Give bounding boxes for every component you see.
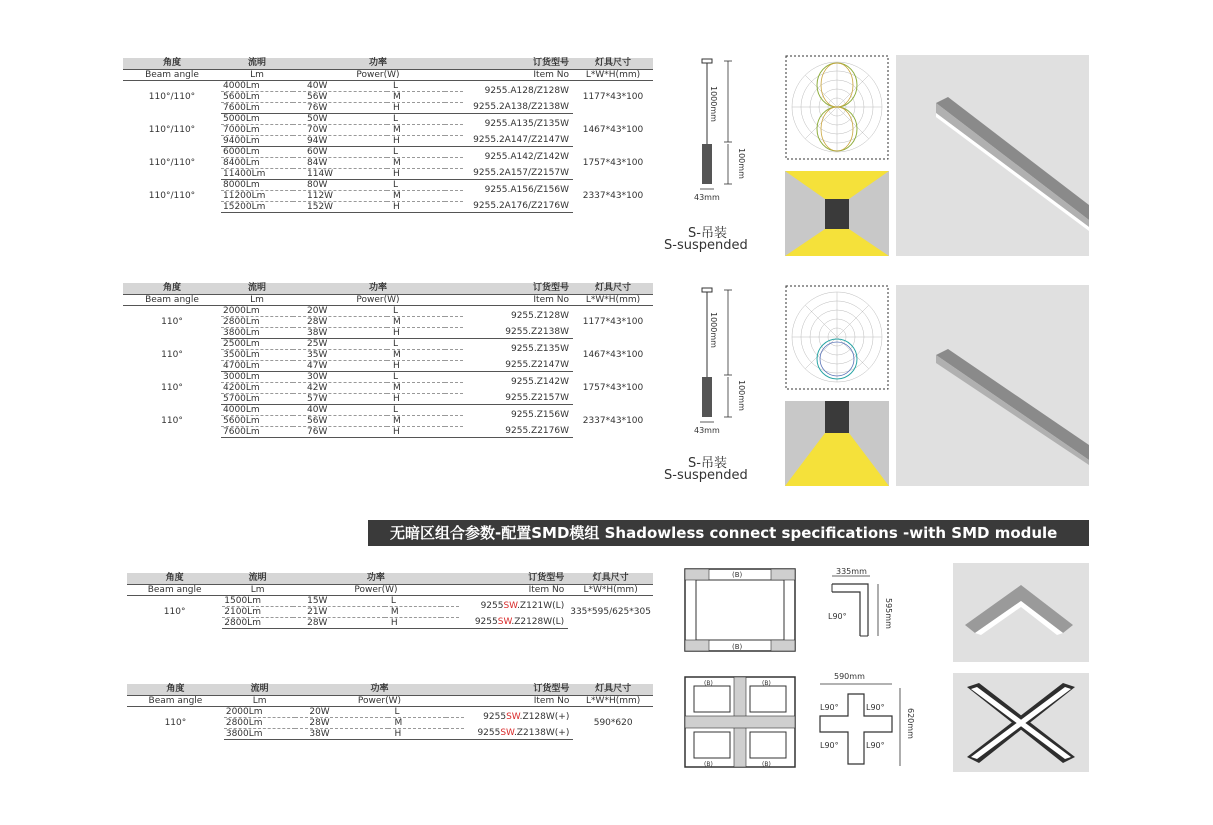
cell-lumen: 3800Lm [221,327,293,338]
cell-lumen: 11200Lm [221,190,293,201]
cell-size: 1467*43*100 [582,349,644,360]
cell-model-secondary [463,102,573,113]
subheader-lumen: Lm [221,294,293,305]
model-prefix: 9255 [474,617,498,628]
cell-level: L [387,305,445,316]
cell-lumen: 6000Lm [221,146,293,157]
cell-watt: 38W [295,728,388,739]
cell-watt: 20W [295,706,388,717]
cell-lumen: 11400Lm [221,168,293,179]
section-title: 无暗区组合参数-配置SMD模组 Shadowless connect specifications -with SMD module [390,524,1058,542]
cell-level: H [387,426,445,437]
cell-beam-angle: 110°/110° [148,157,196,168]
model-prefix: 9255. [510,377,537,388]
cell-level: M [387,190,445,201]
cell-model-secondary [463,135,573,146]
cell-watt: 25W [293,338,387,349]
cell-watt: 94W [293,135,387,146]
cell-level: M [387,349,445,360]
model-suffix: A135/Z135W [510,119,569,130]
caption-en-2: S-suspended [664,468,748,483]
cell-watt: 28W [295,717,388,728]
model-prefix: 9255. [510,344,537,355]
angle-label-l90-a: L90° [828,612,847,621]
model-suffix: 2A138/Z2138W [498,102,569,113]
cell-watt: 40W [293,80,387,91]
cell-lumen: 7000Lm [221,124,293,135]
cell-lumen: 5700Lm [221,393,293,404]
cell-model-primary [463,404,573,426]
cell-watt: 56W [293,415,387,426]
subheader-lumen: Lm [222,584,293,595]
cell-level: M [387,157,445,168]
model-suffix: .Z128W(+) [519,712,570,723]
cell-level: M [387,91,445,102]
cell-level: L [387,179,445,190]
subheader-power: Power(W) [295,695,463,706]
model-suffix: Z142W [536,377,569,388]
model-suffix: Z128W [536,311,569,322]
l-frame-layout-drawing [684,568,796,652]
subheader-size: L*W*H(mm) [568,584,653,595]
cell-model-secondary [463,168,573,179]
header-size: 灯具尺寸 [568,573,653,584]
cell-level: H [387,135,445,146]
model-suffix: A128/Z128W [510,86,569,97]
subheader-item: Item No [464,695,574,706]
cell-lumen: 4700Lm [221,360,293,371]
header-lumen: 流明 [222,573,293,584]
model-prefix: 9255. [484,119,511,130]
dim-label-1000: 1000mm [709,86,718,122]
subheader-power: Power(W) [293,294,463,305]
cell-model-secondary [463,201,573,212]
suspension-drawing-1 [680,56,780,206]
cell-watt: 114W [293,168,387,179]
cell-beam-angle: 110° [161,415,183,426]
cell-size: 1757*43*100 [582,382,644,393]
header-beam: 角度 [123,58,221,69]
cell-size: 2337*43*100 [582,415,644,426]
caption-en-1: S-suspended [664,238,748,253]
header-size: 灯具尺寸 [573,684,653,695]
cell-beam-angle: 110° [164,717,187,728]
cell-model-primary [463,305,573,327]
subheader-size: L*W*H(mm) [573,294,653,305]
dim-label-620: 620mm [906,708,915,739]
cell-watt: 42W [293,382,387,393]
cell-watt: 21W [293,606,385,617]
header-item: 订货型号 [464,684,574,695]
model-prefix: 9255. [484,86,511,97]
cell-lumen: 15200Lm [221,201,293,212]
angle-label-l90-e: L90° [866,741,885,750]
cell-watt: 76W [293,426,387,437]
cell-lumen: 7600Lm [221,426,293,437]
product-render-l-connector [953,563,1089,662]
beam-effect-photo-1 [785,171,889,256]
dim-label-335: 335mm [836,567,867,576]
cell-lumen: 4200Lm [221,382,293,393]
spec-table-l-connector [127,573,653,629]
cell-beam-angle: 110°/110° [148,91,196,102]
caption-cn-2: S-吊装 [688,456,727,471]
cell-lumen: 8000Lm [221,179,293,190]
cell-level: M [387,415,445,426]
subheader-power: Power(W) [293,584,459,595]
dim-label-595: 595mm [884,598,893,629]
cell-model-primary [463,146,573,168]
cell-model-primary [464,706,574,728]
cross-connector-drawing [812,676,908,772]
cell-level: L [387,371,445,382]
cell-watt: 84W [293,157,387,168]
cell-watt: 40W [293,404,387,415]
header-power: 功率 [293,58,463,69]
cell-level: H [385,617,441,628]
angle-label-l90-b: L90° [820,703,839,712]
model-suffix: 2A147/Z2147W [498,135,569,146]
model-prefix: 9255. [484,185,511,196]
header-item: 订货型号 [459,573,568,584]
cell-model-secondary [463,426,573,437]
spec-table-cross-connector [127,684,653,740]
cell-watt: 38W [293,327,387,338]
product-render-linear-1 [896,55,1089,256]
cell-watt: 152W [293,201,387,212]
cell-size: 1177*43*100 [582,316,644,327]
cell-beam-angle: 110°/110° [148,124,196,135]
product-render-cross-connector [953,673,1089,772]
header-lumen: 流明 [224,684,296,695]
model-suffix: Z2138W [531,327,569,338]
cell-lumen: 5000Lm [221,113,293,124]
cell-model-secondary [463,360,573,371]
cell-model-primary [463,80,573,102]
cell-level: L [387,338,445,349]
mark-b-top: (B) [732,571,743,579]
subheader-beam: Beam angle [127,695,224,706]
model-prefix: 9255 [480,601,504,612]
cell-watt: 80W [293,179,387,190]
dim-label-100: 100mm [737,148,746,179]
mark-b-grid-3: (B) [704,761,713,768]
cell-watt: 56W [293,91,387,102]
subheader-size: L*W*H(mm) [573,695,653,706]
cell-size: 1467*43*100 [582,124,644,135]
dim-label-43: 43mm [694,193,720,202]
cell-lumen: 8400Lm [221,157,293,168]
cell-watt: 15W [293,595,385,606]
model-prefix: 9255. [510,410,537,421]
product-render-linear-2 [896,285,1089,486]
cell-level: H [388,728,445,739]
cell-watt: 60W [293,146,387,157]
cell-size: 2337*43*100 [582,190,644,201]
model-highlight: SW [500,728,514,739]
model-suffix: Z135W [536,344,569,355]
cell-watt: 47W [293,360,387,371]
model-prefix: 9255. [505,327,532,338]
cell-lumen: 9400Lm [221,135,293,146]
mark-b-bottom: (B) [732,643,743,651]
spec-table-z-series [123,283,653,438]
cell-lumen: 2100Lm [222,606,293,617]
cell-beam-angle: 110°/110° [148,190,196,201]
cell-level: L [387,113,445,124]
model-suffix: Z2147W [531,360,569,371]
polar-light-distribution-1 [785,55,889,160]
cell-lumen: 5600Lm [221,91,293,102]
header-beam: 角度 [127,573,222,584]
dim-label-100-2: 100mm [737,380,746,411]
cell-lumen: 2800Lm [222,617,293,628]
model-prefix: 9255. [473,168,499,179]
cell-watt: 57W [293,393,387,404]
model-prefix: 9255. [510,311,537,322]
model-highlight: SW [503,601,518,612]
cell-model-primary [463,113,573,135]
model-prefix: 9255. [473,102,499,113]
header-lumen: 流明 [221,58,293,69]
cell-lumen: 1500Lm [222,595,293,606]
model-suffix: Z156W [536,410,569,421]
header-item: 订货型号 [463,283,573,294]
mark-b-grid-1: (B) [704,680,713,687]
model-highlight: SW [506,712,520,723]
cell-size: 1177*43*100 [582,91,644,102]
cell-size: 1757*43*100 [582,157,644,168]
cell-beam-angle: 110° [161,316,183,327]
cell-beam-angle: 110° [161,382,183,393]
cell-lumen: 7600Lm [221,102,293,113]
cell-lumen: 2000Lm [221,305,293,316]
cell-lumen: 2800Lm [224,717,296,728]
header-lumen: 流明 [221,283,293,294]
cell-level: M [387,124,445,135]
cell-level: H [387,201,445,212]
cell-model-secondary [464,728,574,739]
header-beam: 角度 [123,283,221,294]
model-prefix: 9255. [484,152,511,163]
cell-beam-angle: 110° [163,606,186,617]
section-title-bar [368,520,1089,546]
model-suffix: 2A157/Z2157W [498,168,569,179]
cell-watt: 28W [293,617,385,628]
cell-model-primary [459,595,568,617]
cell-model-primary [463,338,573,360]
model-highlight: SW [497,617,512,628]
mark-b-grid-2: (B) [762,680,771,687]
subheader-size: L*W*H(mm) [573,69,653,80]
subheader-lumen: Lm [221,69,293,80]
subheader-beam: Beam angle [123,294,221,305]
subheader-power: Power(W) [293,69,463,80]
model-prefix: 9255. [505,426,532,437]
model-prefix: 9255. [505,393,532,404]
model-suffix: A142/Z142W [510,152,569,163]
mark-b-grid-4: (B) [762,761,771,768]
cell-model-secondary [463,393,573,404]
angle-label-l90-c: L90° [866,703,885,712]
cell-watt: 112W [293,190,387,201]
cell-level: H [387,393,445,404]
beam-effect-photo-2 [785,401,889,486]
cell-level: M [387,316,445,327]
cell-watt: 30W [293,371,387,382]
cell-level: L [388,706,445,717]
model-suffix: 2A176/Z2176W [498,201,569,212]
model-suffix: .Z121W(L) [517,601,565,612]
cell-level: H [387,168,445,179]
spec-table-a-series [123,58,653,213]
dim-label-1000-2: 1000mm [709,312,718,348]
cell-lumen: 3500Lm [221,349,293,360]
model-suffix: .Z2128W(L) [511,617,565,628]
header-power: 功率 [295,684,463,695]
header-beam: 角度 [127,684,224,695]
cell-watt: 35W [293,349,387,360]
cell-level: H [387,327,445,338]
subheader-item: Item No [463,69,573,80]
cell-size: 590*620 [593,717,633,728]
subheader-beam: Beam angle [123,69,221,80]
dim-label-43-2: 43mm [694,426,720,435]
cell-watt: 50W [293,113,387,124]
model-prefix: 9255. [473,135,499,146]
model-suffix: Z2176W [531,426,569,437]
cell-lumen: 3800Lm [224,728,296,739]
cell-lumen: 5600Lm [221,415,293,426]
cell-level: L [387,80,445,91]
cell-level: M [387,382,445,393]
model-prefix: 9255. [473,201,499,212]
header-size: 灯具尺寸 [573,58,653,69]
model-suffix: Z2157W [531,393,569,404]
header-power: 功率 [293,283,463,294]
cell-level: L [387,404,445,415]
cell-level: H [387,102,445,113]
cell-size: 335*595/625*305 [570,606,651,617]
model-prefix: 9255. [505,360,532,371]
subheader-item: Item No [463,294,573,305]
cell-level: H [387,360,445,371]
polar-light-distribution-2 [785,285,889,390]
header-size: 灯具尺寸 [573,283,653,294]
subheader-beam: Beam angle [127,584,222,595]
cell-watt: 76W [293,102,387,113]
cell-watt: 70W [293,124,387,135]
cell-level: L [387,146,445,157]
cell-model-primary [463,179,573,201]
cell-model-primary [463,371,573,393]
cross-grid-layout-drawing [684,676,796,768]
caption-cn-1: S-吊装 [688,226,727,241]
cell-beam-angle: 110° [161,349,183,360]
cell-lumen: 2000Lm [224,706,296,717]
header-power: 功率 [293,573,459,584]
angle-label-l90-d: L90° [820,741,839,750]
header-item: 订货型号 [463,58,573,69]
cell-lumen: 2800Lm [221,316,293,327]
model-suffix: .Z2138W(+) [513,728,570,739]
cell-watt: 28W [293,316,387,327]
suspension-drawing-2 [680,285,780,435]
cell-level: M [385,606,441,617]
cell-level: L [385,595,441,606]
subheader-lumen: Lm [224,695,296,706]
cell-lumen: 3000Lm [221,371,293,382]
subheader-item: Item No [459,584,568,595]
dim-label-590: 590mm [834,672,865,681]
cell-watt: 20W [293,305,387,316]
cell-model-secondary [463,327,573,338]
model-prefix: 9255 [483,712,507,723]
model-suffix: A156/Z156W [510,185,569,196]
cell-model-secondary [459,617,568,628]
cell-lumen: 2500Lm [221,338,293,349]
model-prefix: 9255 [477,728,501,739]
cell-lumen: 4000Lm [221,80,293,91]
cell-level: M [388,717,445,728]
cell-lumen: 4000Lm [221,404,293,415]
